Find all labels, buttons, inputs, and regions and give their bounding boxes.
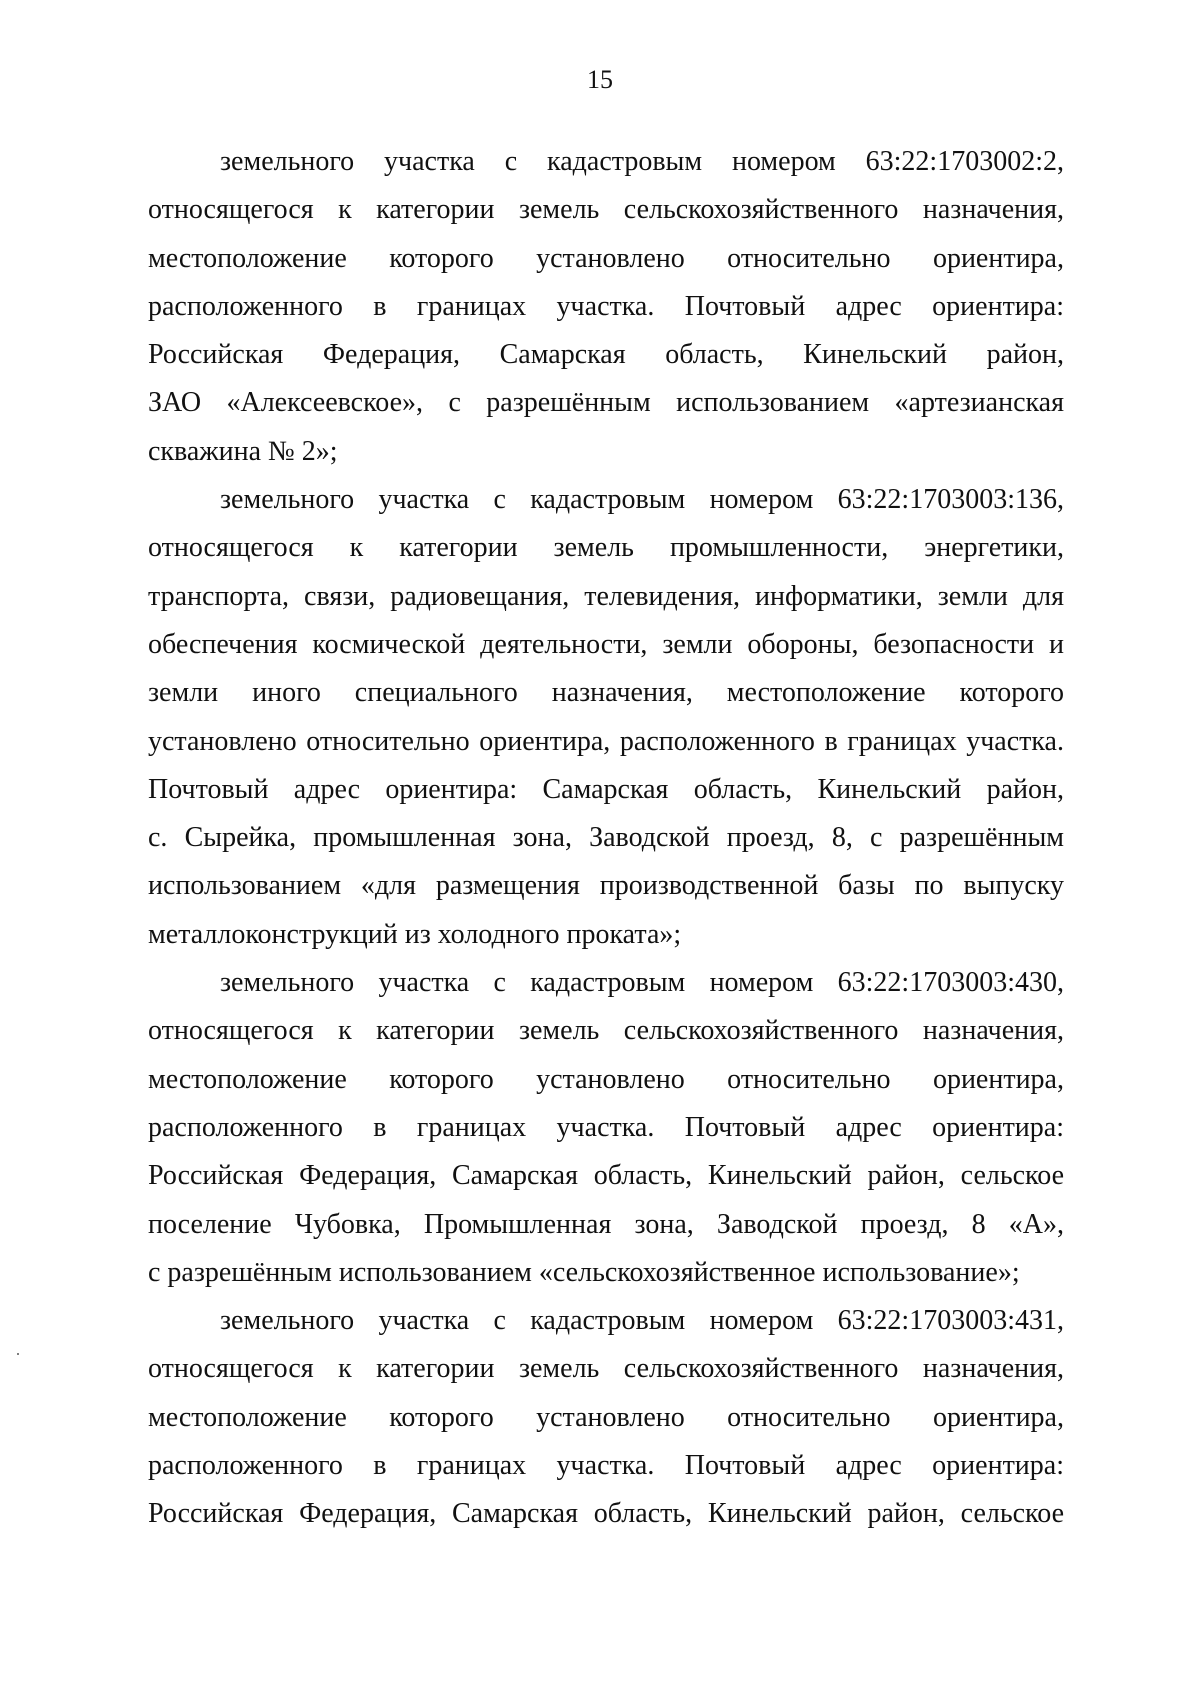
text-line: Почтовый адрес ориентира: Самарская область, Кинельский район, bbox=[148, 773, 1064, 805]
text-line: расположенного в границах участка. Почтовый адрес ориентира: bbox=[148, 1111, 1064, 1143]
scan-speck bbox=[17, 1353, 19, 1355]
text-line: местоположение которого установлено относительно ориентира, bbox=[148, 1063, 1064, 1095]
paragraph bbox=[148, 138, 1064, 476]
text-line: Российская Федерация, Самарская область, Кинельский район, bbox=[148, 339, 1064, 371]
text-line: с разрешённым использованием «сельскохозяйственное использование»; bbox=[148, 1256, 1020, 1288]
text-line: Российская Федерация, Самарская область, Кинельский район, сельское bbox=[148, 1160, 1064, 1192]
text-line: земельного участка с кадастровым номером 63:22:1703003:136, bbox=[220, 484, 1064, 516]
paragraph bbox=[148, 1297, 1064, 1538]
text-line: скважина № 2»; bbox=[148, 435, 338, 467]
text-line: земельного участка с кадастровым номером 63:22:1703003:431, bbox=[220, 1305, 1064, 1337]
text-line: использованием «для размещения производственной базы по выпуску bbox=[148, 870, 1064, 902]
text-line: местоположение которого установлено относительно ориентира, bbox=[148, 242, 1064, 274]
text-line: земельного участка с кадастровым номером 63:22:1703003:430, bbox=[220, 967, 1064, 999]
text-line: установлено относительно ориентира, расположенного в границах участка. bbox=[148, 725, 1064, 757]
document-body bbox=[148, 138, 1064, 1539]
text-line: земельного участка с кадастровым номером 63:22:1703002:2, bbox=[220, 146, 1064, 177]
text-line: относящегося к категории земель промышленности, энергетики, bbox=[148, 532, 1064, 564]
text-line: относящегося к категории земель сельскохозяйственного назначения, bbox=[148, 194, 1064, 226]
text-line: местоположение которого установлено относительно ориентира, bbox=[148, 1401, 1064, 1433]
text-line: расположенного в границах участка. Почтовый адрес ориентира: bbox=[148, 290, 1064, 322]
text-line: земли иного специального назначения, местоположение которого bbox=[148, 677, 1064, 709]
text-line: ЗАО «Алексеевское», с разрешённым использованием «артезианская bbox=[148, 387, 1064, 419]
text-line: поселение Чубовка, Промышленная зона, Заводской проезд, 8 «А», bbox=[148, 1208, 1064, 1240]
text-line: с. Сырейка, промышленная зона, Заводской проезд, 8, с разрешённым bbox=[148, 822, 1064, 854]
paragraph bbox=[148, 959, 1064, 1297]
page-number: 15 bbox=[587, 65, 613, 94]
text-line: Российская Федерация, Самарская область, Кинельский район, сельское bbox=[148, 1498, 1064, 1530]
text-line: транспорта, связи, радиовещания, телевидения, информатики, земли для bbox=[148, 580, 1064, 612]
text-line: относящегося к категории земель сельскохозяйственного назначения, bbox=[148, 1015, 1064, 1047]
paragraph bbox=[148, 476, 1064, 959]
text-line: расположенного в границах участка. Почтовый адрес ориентира: bbox=[148, 1450, 1064, 1482]
text-line: металлоконструкций из холодного проката»; bbox=[148, 918, 682, 950]
text-line: обеспечения космической деятельности, земли обороны, безопасности и bbox=[148, 628, 1064, 660]
text-line: относящегося к категории земель сельскохозяйственного назначения, bbox=[148, 1353, 1064, 1385]
